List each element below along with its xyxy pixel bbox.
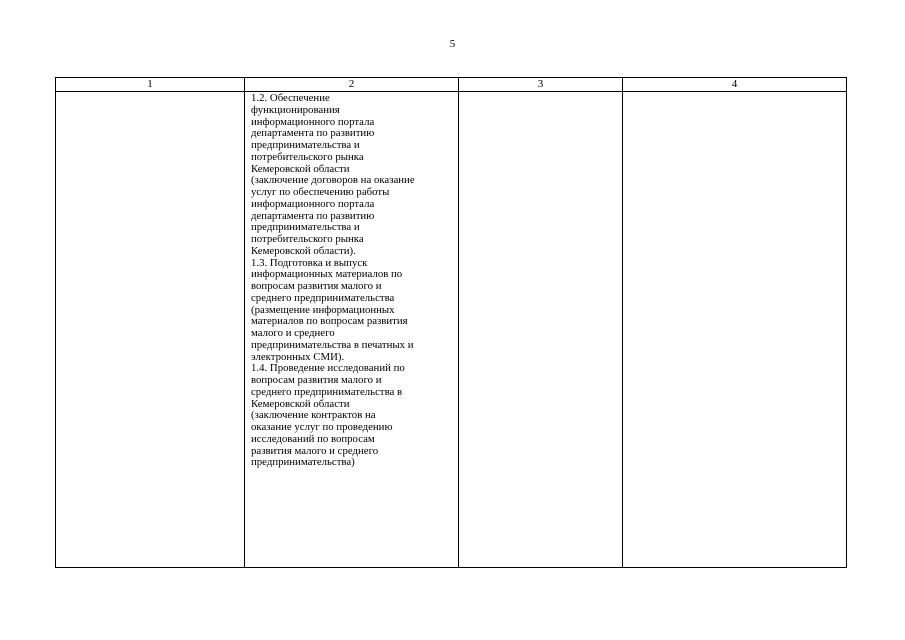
text-line: департамента по развитию — [251, 209, 375, 222]
cell-col4 — [623, 92, 847, 568]
text-line: услуг по обеспечению работы — [251, 186, 390, 198]
page-number: 5 — [449, 38, 456, 50]
table-row — [56, 92, 847, 568]
text-line: предпринимательства и — [251, 139, 360, 151]
text-line: Кемеровской области — [251, 162, 350, 175]
text-line: (заключение контрактов на — [251, 409, 376, 422]
text-line: оказание услуг по проведению — [251, 421, 393, 433]
table-header-row — [56, 78, 847, 92]
text-line: вопросам развития малого и — [251, 374, 382, 386]
cell-col1 — [56, 92, 245, 568]
text-line: среднего предпринимательства — [251, 291, 395, 304]
text-line: предпринимательства и — [251, 221, 360, 234]
column-header-1: 1 — [56, 78, 245, 92]
text-line: малого и среднего — [251, 327, 335, 339]
cell-col2-text — [245, 92, 458, 469]
text-line: электронных СМИ). — [251, 350, 345, 363]
text-line: (заключение договоров на оказание — [251, 174, 415, 187]
cell-col3 — [459, 92, 623, 568]
text-line: вопросам развития малого и — [251, 280, 382, 292]
cell-col2 — [245, 92, 459, 568]
text-line: информационных материалов по — [251, 268, 403, 281]
text-line: департамента по развитию — [251, 127, 375, 140]
text-line: Кемеровской области — [251, 397, 350, 410]
text-line: функционирования — [251, 103, 340, 116]
text-line: развития малого и среднего — [251, 444, 379, 457]
data-table — [55, 77, 847, 568]
column-header-3: 3 — [459, 78, 623, 92]
text-line: Кемеровской области). — [251, 244, 356, 257]
text-line: 1.2. Обеспечение — [251, 92, 330, 104]
text-line: потребительского рынка — [251, 233, 364, 245]
text-line: исследований по вопросам — [251, 432, 375, 445]
text-line: материалов по вопросам развития — [251, 315, 408, 328]
text-line: предпринимательства в печатных и — [251, 338, 414, 351]
text-line: информационного портала — [251, 197, 375, 210]
text-line: информационного портала — [251, 115, 375, 128]
column-header-2: 2 — [245, 78, 459, 92]
text-line: среднего предпринимательства в — [251, 385, 403, 398]
text-line: предпринимательства) — [251, 456, 355, 469]
text-line: 1.4. Проведение исследований по — [251, 362, 405, 375]
text-line: 1.3. Подготовка и выпуск — [251, 256, 368, 269]
column-header-4: 4 — [623, 78, 847, 92]
text-line: потребительского рынка — [251, 150, 364, 163]
text-line: (размещение информационных — [251, 303, 395, 316]
